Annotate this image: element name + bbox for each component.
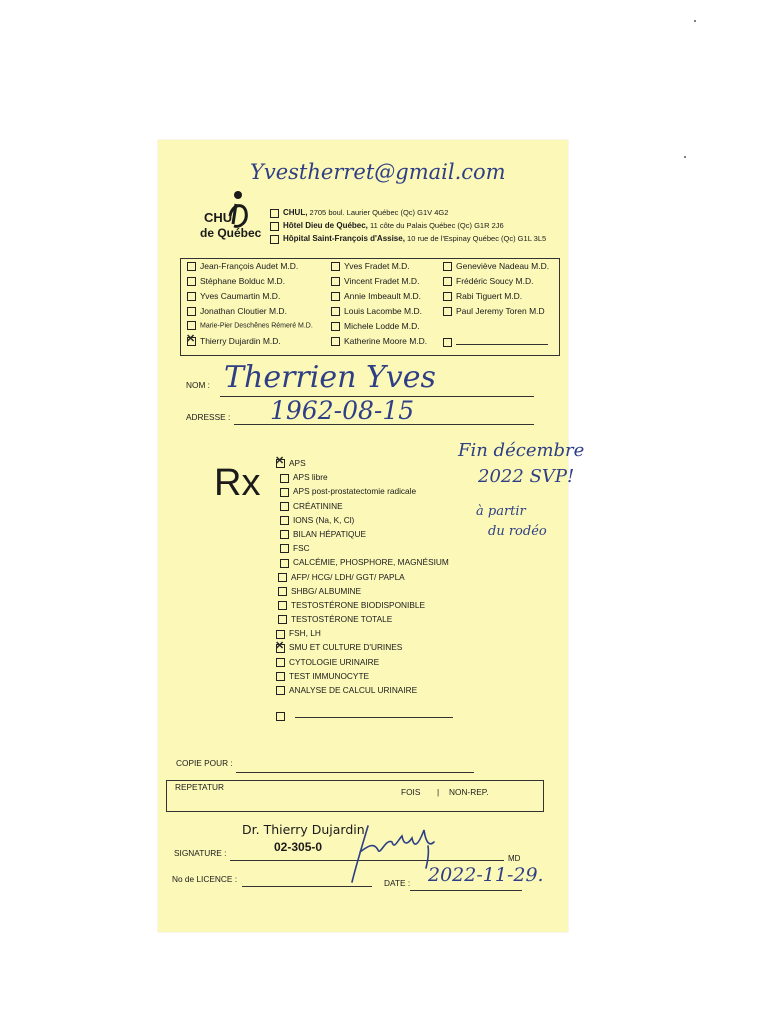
test-option[interactable]: ✕ APS <box>276 458 453 472</box>
doctor-option-blank[interactable] <box>443 336 549 351</box>
test-option[interactable]: TESTOSTÉRONE BIODISPONIBLE <box>276 600 453 614</box>
test-option[interactable]: CALCÉMIE, PHOSPHORE, MAGNÉSIUM <box>276 557 453 571</box>
separator: | <box>437 787 440 797</box>
checkbox[interactable] <box>443 307 452 316</box>
signature-label: SIGNATURE : <box>174 848 227 858</box>
note-line-3: à partir <box>476 504 526 519</box>
doctor-stamp-name: Dr. Thierry Dujardin <box>242 822 365 837</box>
checkbox[interactable] <box>187 321 196 330</box>
checkbox[interactable] <box>280 516 289 525</box>
doctors-column-3 <box>443 261 549 351</box>
doctors-column-2 <box>331 261 427 351</box>
doctor-option[interactable]: Katherine Moore M.D. <box>331 336 427 351</box>
licence-line[interactable] <box>242 886 372 887</box>
doctor-option[interactable]: Stéphane Bolduc M.D. <box>187 276 313 291</box>
repetatur-label: REPETATUR <box>175 782 225 792</box>
doctors-box <box>180 258 560 356</box>
checkbox[interactable] <box>280 488 289 497</box>
date-line[interactable] <box>410 890 522 891</box>
hospital-list <box>270 208 546 247</box>
checkbox[interactable] <box>270 235 279 244</box>
doctor-option[interactable]: Frédéric Soucy M.D. <box>443 276 549 291</box>
test-option[interactable]: FSC <box>276 543 453 557</box>
checkbox-checked[interactable] <box>276 644 285 653</box>
checkbox[interactable] <box>270 209 279 218</box>
copie-label: COPIE POUR : <box>176 758 233 768</box>
blank-line[interactable] <box>456 336 548 345</box>
checkbox[interactable] <box>280 474 289 483</box>
doctor-option[interactable]: Michele Lodde M.D. <box>331 321 427 336</box>
checkbox[interactable] <box>331 262 340 271</box>
note-line-4: du rodéo <box>488 524 547 539</box>
checkbox[interactable] <box>280 530 289 539</box>
hospital-row[interactable]: CHUL, 2705 boul. Laurier Québec (Qc) G1V 4G2 <box>270 208 546 221</box>
test-option[interactable]: ✕SMU ET CULTURE D'URINES <box>276 642 453 656</box>
md-label: MD <box>508 854 521 863</box>
doctor-stamp-id: 02-305-0 <box>274 840 323 854</box>
test-option[interactable]: APS libre <box>276 472 453 486</box>
checkbox[interactable] <box>187 307 196 316</box>
checkbox[interactable] <box>278 587 287 596</box>
blank-line[interactable] <box>295 709 453 718</box>
date-label: DATE : <box>384 878 411 888</box>
licence-label: No de LICENCE : <box>172 874 238 884</box>
checkbox[interactable] <box>276 672 285 681</box>
scan-speck <box>684 156 686 158</box>
doctor-option[interactable]: Yves Fradet M.D. <box>331 261 427 276</box>
checkbox-checked[interactable] <box>187 337 196 346</box>
doctor-option[interactable]: Geneviève Nadeau M.D. <box>443 261 549 276</box>
checkbox[interactable] <box>187 262 196 271</box>
checkbox[interactable] <box>278 573 287 582</box>
checkbox[interactable] <box>280 502 289 511</box>
doctor-option-selected[interactable]: ✕Thierry Dujardin M.D. <box>187 336 313 351</box>
test-option[interactable]: ANALYSE DE CALCUL URINAIRE <box>276 685 453 699</box>
test-option[interactable]: CRÉATININE <box>276 501 453 515</box>
logo-text-bottom: de Québec <box>200 226 262 240</box>
nom-label: NOM : <box>186 380 210 390</box>
hospital-row[interactable]: Hôpital Saint-François d'Assise, 10 rue de l'Espinay Québec (Qc) G1L 3L5 <box>270 234 546 247</box>
checkbox[interactable] <box>331 277 340 286</box>
checkbox[interactable] <box>280 544 289 553</box>
hospital-row[interactable]: Hôtel Dieu de Québec, 11 côte du Palais Québec (Qc) G1R 2J6 <box>270 221 546 234</box>
checkbox[interactable] <box>443 277 452 286</box>
checkbox-checked[interactable] <box>276 459 285 468</box>
tests-list <box>276 458 453 723</box>
nom-value-handwritten: Therrien Yves <box>224 360 436 395</box>
logo-text-top: CHU <box>204 210 233 225</box>
fois-option[interactable]: FOIS <box>401 787 421 797</box>
adresse-label: ADRESSE : <box>186 412 231 422</box>
chu-logo <box>200 186 262 242</box>
date-value-handwritten: 2022-11-29. <box>428 864 544 886</box>
scan-speck <box>694 20 696 22</box>
checkbox[interactable] <box>280 559 289 568</box>
checkbox[interactable] <box>278 601 287 610</box>
rx-symbol: Rx <box>214 462 261 504</box>
checkbox[interactable] <box>443 292 452 301</box>
checkbox[interactable] <box>331 322 340 331</box>
test-option[interactable]: IONS (Na, K, Cl) <box>276 515 453 529</box>
doctor-option[interactable]: Vincent Fradet M.D. <box>331 276 427 291</box>
checkbox[interactable] <box>443 262 452 271</box>
doctor-option[interactable]: Jean-François Audet M.D. <box>187 261 313 276</box>
test-option[interactable]: AFP/ HCG/ LDH/ GGT/ PAPLA <box>276 572 453 586</box>
test-option[interactable]: SHBG/ ALBUMINE <box>276 586 453 600</box>
test-option[interactable]: FSH, LH <box>276 628 453 642</box>
checkbox[interactable] <box>276 712 285 721</box>
note-line-1: Fin décembre <box>458 440 585 461</box>
checkbox[interactable] <box>331 292 340 301</box>
doctor-option[interactable]: Paul Jeremy Toren M.D <box>443 306 549 321</box>
checkbox[interactable] <box>187 277 196 286</box>
checkbox[interactable] <box>276 630 285 639</box>
checkbox[interactable] <box>276 658 285 667</box>
test-option[interactable]: APS post-prostatectomie radicale <box>276 486 453 500</box>
nonrep-option[interactable]: NON-REP. <box>449 787 489 797</box>
test-option[interactable]: TEST IMMUNOCYTE <box>276 671 453 685</box>
doctor-option[interactable]: Annie Imbeault M.D. <box>331 291 427 306</box>
checkbox[interactable] <box>278 615 287 624</box>
checkbox[interactable] <box>331 337 340 346</box>
doctor-option[interactable]: Yves Caumartin M.D. <box>187 291 313 306</box>
note-line-2: 2022 SVP! <box>478 466 575 487</box>
checkbox[interactable] <box>270 222 279 231</box>
test-option-blank[interactable] <box>276 709 453 723</box>
adresse-value-handwritten: 1962-08-15 <box>270 396 415 425</box>
prescription-form <box>158 140 585 932</box>
checkbox[interactable] <box>331 307 340 316</box>
checkbox[interactable] <box>276 686 285 695</box>
email-handwritten: Yvestherret@gmail.com <box>250 160 506 184</box>
test-option[interactable]: TESTOSTÉRONE TOTALE <box>276 614 453 628</box>
checkbox[interactable] <box>187 292 196 301</box>
copie-line[interactable] <box>236 772 474 773</box>
checkbox[interactable] <box>443 338 452 347</box>
doctor-option[interactable]: Marie-Pier Deschênes Rémeré M.D. <box>187 321 313 336</box>
doctor-option[interactable]: Louis Lacombe M.D. <box>331 306 427 321</box>
doctors-column-1 <box>187 261 313 351</box>
repetatur-box <box>166 780 544 812</box>
test-option[interactable]: BILAN HÉPATIQUE <box>276 529 453 543</box>
test-option[interactable]: CYTOLOGIE URINAIRE <box>276 657 453 671</box>
doctor-option[interactable]: Rabi Tiguert M.D. <box>443 291 549 306</box>
doctor-option[interactable]: Jonathan Cloutier M.D. <box>187 306 313 321</box>
